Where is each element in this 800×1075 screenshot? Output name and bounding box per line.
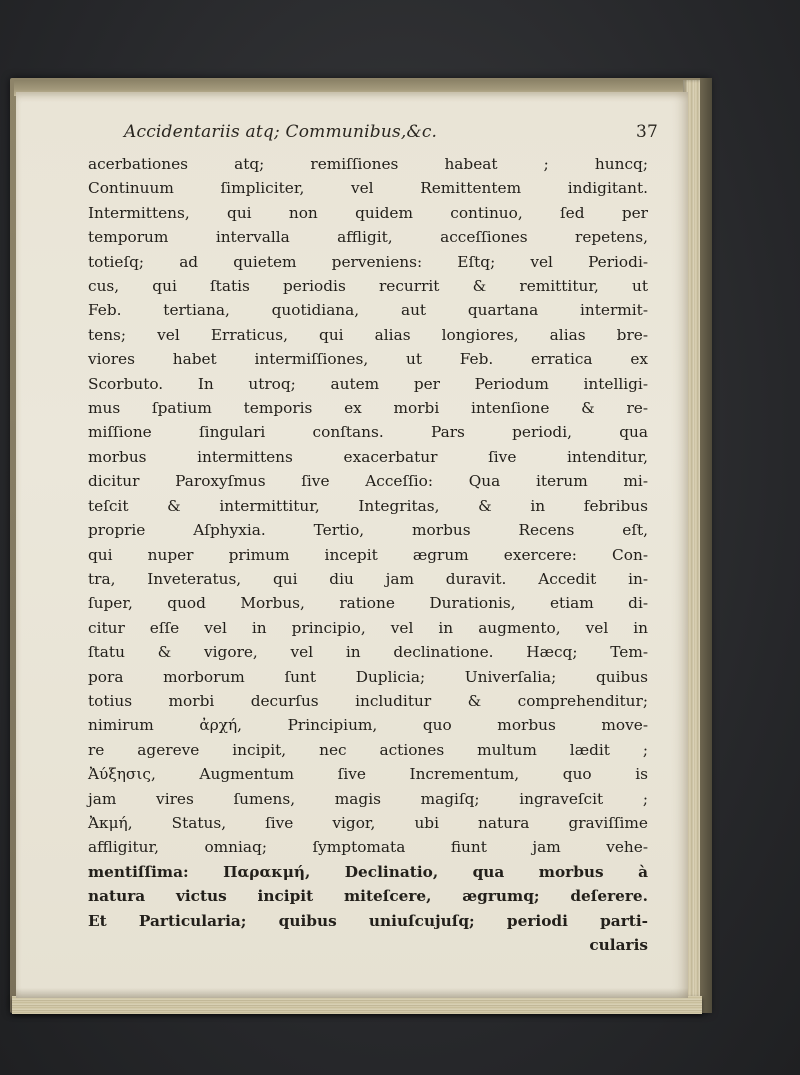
text-line: proprie Aſphyxia. Tertio, morbus Recens eſt, — [88, 521, 648, 540]
text-line: qui nuper primum incepit ægrum exercere: Con- — [88, 545, 648, 564]
text-line: viores habet intermiſſiones, ut Feb. erratica ex — [88, 350, 648, 369]
running-head — [88, 122, 658, 146]
page-bottom-edge — [12, 996, 702, 1014]
text-line: mentiſſima: Παρακμή, Declinatio, qua morbus à — [88, 862, 648, 881]
page-text-block — [88, 122, 658, 957]
text-line: affligitur, omniaq; ſymptomata fiunt jam vehe- — [88, 838, 648, 857]
text-line: citur eſſe vel in principio, vel in augmento, vel in — [88, 618, 648, 637]
text-line: miſſione ſingulari conſtans. Pars periodi, qua — [88, 423, 648, 442]
text-line: morbus intermittens exacerbatur ſive intenditur, — [88, 447, 648, 466]
page-number: 37 — [635, 122, 658, 142]
text-line: ſtatu & vigore, vel in declinatione. Hæcq; Tem- — [88, 643, 648, 662]
text-line: cularis — [589, 936, 648, 954]
text-line: ſuper, quod Morbus, ratione Durationis, etiam di- — [88, 594, 648, 613]
body-text — [88, 152, 648, 957]
text-line: Et Particularia; quibus uniuſcujuſq; periodi parti- — [88, 911, 648, 930]
text-line: Intermittens, qui non quidem continuo, ſed per — [88, 203, 648, 222]
text-line: Ἀκμή, Status, ſive vigor, ubi natura graviſſime — [88, 813, 648, 832]
text-line: mus ſpatium temporis ex morbi intenſione & re- — [88, 399, 648, 418]
text-line: Ἀύξησις, Augmentum ſive Incrementum, quo is — [88, 765, 648, 784]
text-line: cus, qui ſtatis periodis recurrit & remittitur, ut — [88, 277, 648, 296]
text-line: Feb. tertiana, quotidiana, aut quartana intermit- — [88, 301, 648, 320]
book-page — [16, 92, 688, 998]
text-line: temporum intervalla affligit, acceſſiones repetens, — [88, 228, 648, 247]
running-head-title: Accidentariis atq; Communibus,&c. — [124, 122, 438, 142]
text-line: tra, Inveteratus, qui diu jam duravit. Accedit in- — [88, 569, 648, 588]
text-line: natura victus incipit miteſcere, ægrumq; deſerere. — [88, 887, 648, 906]
text-line: pora morborum ſunt Duplicia; Univerſalia; quibus — [88, 667, 648, 686]
text-line: Continuum ſimpliciter, vel Remittentem indigitant. — [88, 179, 648, 198]
text-line: tens; vel Erraticus, qui alias longiores, alias bre- — [88, 325, 648, 344]
text-line: dicitur Paroxyſmus ſive Acceſſio: Qua iterum mi- — [88, 472, 648, 491]
text-line: re agereve incipit, nec actiones multum lædit ; — [88, 740, 648, 759]
cover-edge — [700, 78, 712, 1013]
text-line: nimirum ἀρχή, Principium, quo morbus move- — [88, 716, 648, 735]
text-line: teſcit & intermittitur, Integritas, & in febribus — [88, 496, 648, 515]
text-line: totius morbi decurſus includitur & comprehenditur; — [88, 691, 648, 710]
text-line: acerbationes atq; remiſſiones habeat ; huncq; — [88, 155, 648, 173]
text-line: Scorbuto. In utroq; autem per Periodum intelligi- — [88, 374, 648, 393]
text-line: jam vires ſumens, magis magiſq; ingraveſcit ; — [88, 789, 648, 808]
text-line: totieſq; ad quietem perveniens: Eſtq; vel Periodi- — [88, 252, 648, 271]
page-shadow — [16, 988, 688, 998]
